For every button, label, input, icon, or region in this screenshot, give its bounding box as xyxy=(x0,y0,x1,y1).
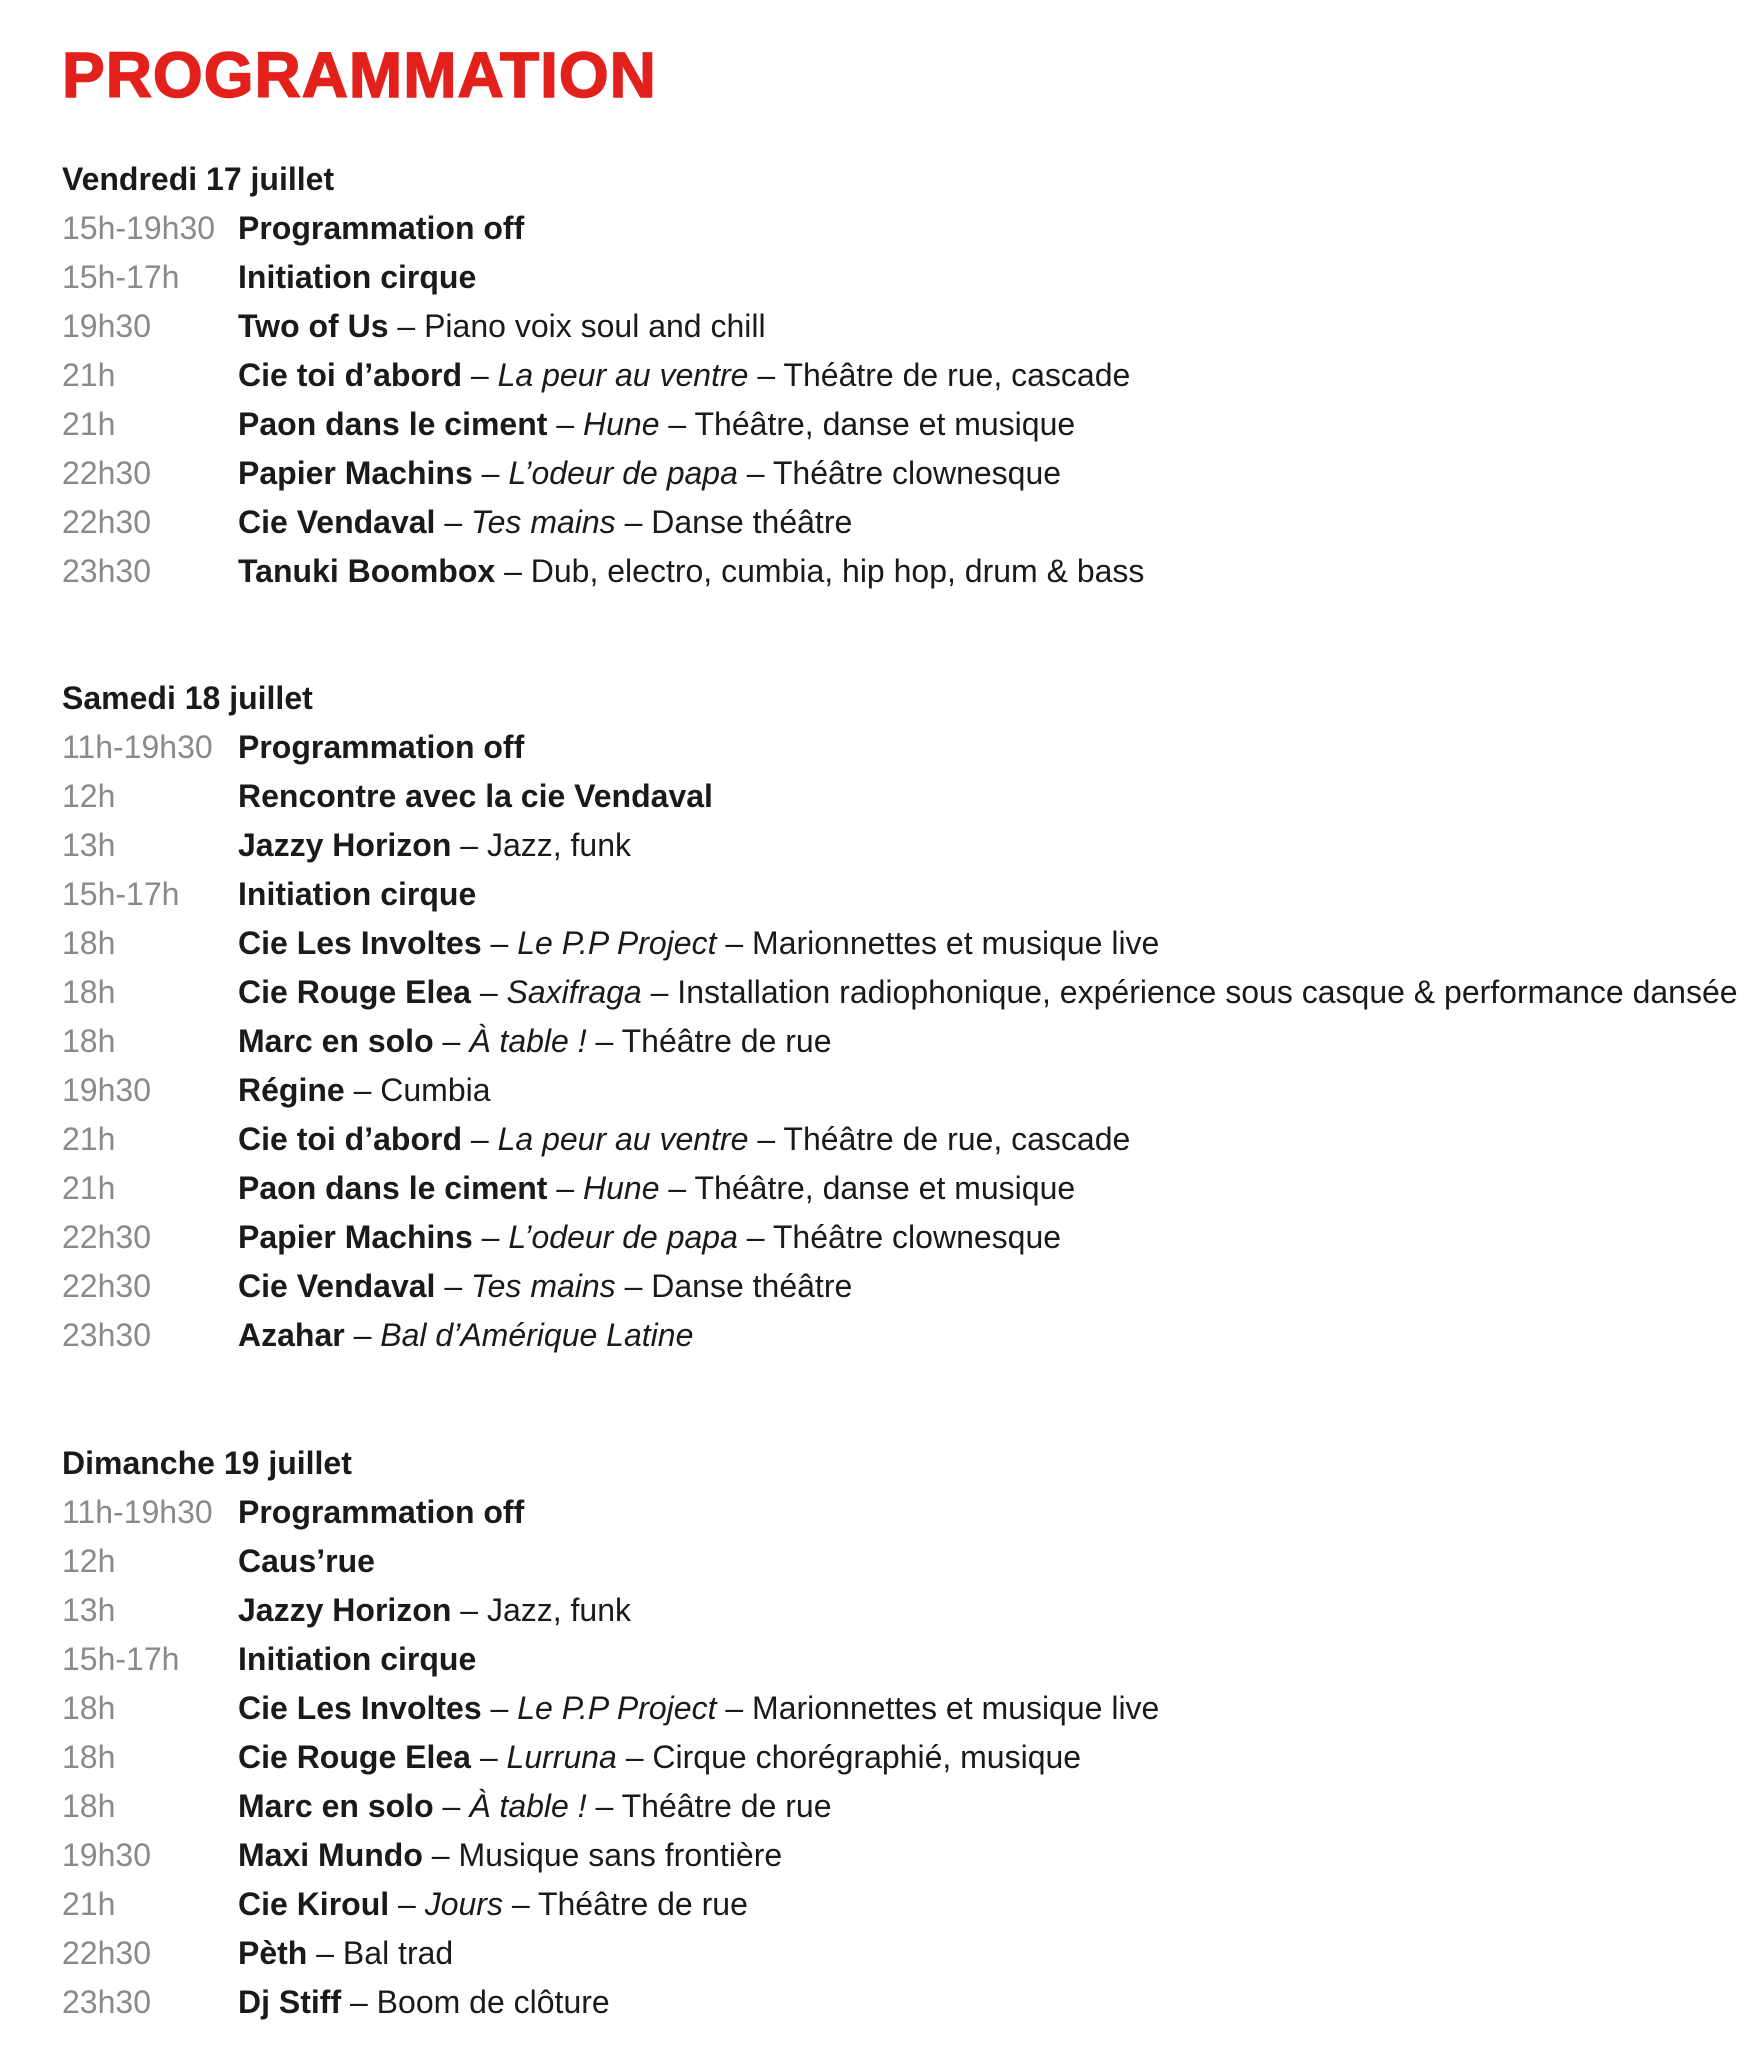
event-work-title: L’odeur de papa xyxy=(508,455,738,491)
event-entry xyxy=(238,1586,631,1635)
event-description: Théâtre de rue xyxy=(621,1788,832,1824)
dash-separator: – xyxy=(748,1121,784,1157)
event-name: Cie toi d’abord xyxy=(238,1121,462,1157)
dash-separator: – xyxy=(462,357,498,393)
event-entry xyxy=(238,1213,1061,1262)
event-name: Cie Rouge Elea xyxy=(238,974,471,1010)
event-name: Programmation off xyxy=(238,1494,525,1530)
event-description: Cirque chorégraphié, musique xyxy=(652,1739,1082,1775)
event-entry xyxy=(238,1782,832,1831)
event-work-title: Le P.P Project xyxy=(517,1690,717,1726)
event-name: Cie toi d’abord xyxy=(238,357,462,393)
event-time: 18h xyxy=(62,1788,116,1824)
dash-separator: – xyxy=(433,1023,470,1059)
event-entry xyxy=(238,1880,748,1929)
schedule-row xyxy=(62,723,1738,772)
schedule-row xyxy=(62,1684,1159,1733)
day-title: Samedi 18 juillet xyxy=(62,680,313,716)
event-work-title: Saxifraga xyxy=(506,974,642,1010)
event-description: Théâtre de rue, cascade xyxy=(783,357,1131,393)
event-entry xyxy=(238,449,1061,498)
event-description: Théâtre, danse et musique xyxy=(694,406,1076,442)
event-time: 22h30 xyxy=(62,1219,151,1255)
dash-separator: – xyxy=(748,357,784,393)
schedule-row xyxy=(62,1213,1738,1262)
event-entry xyxy=(238,723,524,772)
event-time: 18h xyxy=(62,1023,116,1059)
event-time: 22h30 xyxy=(62,455,151,491)
event-name: Tanuki Boombox xyxy=(238,553,496,589)
day-section xyxy=(62,1439,1159,2027)
event-time: 12h xyxy=(62,778,116,814)
event-name: Papier Machins xyxy=(238,1219,473,1255)
schedule-row xyxy=(62,1586,1159,1635)
schedule-row xyxy=(62,351,1144,400)
event-name: Rencontre avec la cie Vendaval xyxy=(238,778,713,814)
event-time: 18h xyxy=(62,1690,116,1726)
dash-separator: – xyxy=(615,1268,652,1304)
dash-separator: – xyxy=(659,1170,695,1206)
event-entry xyxy=(238,547,1144,596)
event-work-title: À table ! xyxy=(469,1023,587,1059)
programme-page xyxy=(62,39,1748,2020)
schedule-row xyxy=(62,1733,1159,1782)
event-name: Marc en solo xyxy=(238,1023,434,1059)
event-description: Dub, electro, cumbia, hip hop, drum & bass xyxy=(530,553,1145,589)
event-entry xyxy=(238,253,476,302)
event-entry xyxy=(238,1929,453,1978)
dash-separator: – xyxy=(737,1219,773,1255)
event-entry xyxy=(238,1017,832,1066)
event-description: Théâtre de rue, cascade xyxy=(783,1121,1131,1157)
schedule-row xyxy=(62,1635,1159,1684)
event-time: 21h xyxy=(62,406,116,442)
event-entry xyxy=(238,870,476,919)
schedule-row xyxy=(62,302,1144,351)
schedule-row xyxy=(62,1782,1159,1831)
day-title: Vendredi 17 juillet xyxy=(62,161,335,197)
event-name: Cie Les Involtes xyxy=(238,925,482,961)
schedule-row xyxy=(62,919,1738,968)
schedule-row xyxy=(62,400,1144,449)
event-time: 15h-19h30 xyxy=(62,210,216,246)
event-time: 23h30 xyxy=(62,1984,151,2020)
event-description: Installation radiophonique, expérience sous casque & performance dansée xyxy=(677,974,1738,1010)
dash-separator: – xyxy=(470,974,507,1010)
event-time: 23h30 xyxy=(62,1317,151,1353)
event-time: 18h xyxy=(62,974,116,1010)
dash-separator: – xyxy=(388,308,425,344)
event-name: Initiation cirque xyxy=(238,1641,477,1677)
event-name: Régine xyxy=(238,1072,345,1108)
event-name: Paon dans le ciment xyxy=(238,406,548,442)
event-name: Jazzy Horizon xyxy=(238,1592,452,1628)
event-entry xyxy=(238,1164,1075,1213)
event-entry xyxy=(238,1488,524,1537)
schedule-row xyxy=(62,1929,1159,1978)
dash-separator: – xyxy=(451,827,487,863)
event-time: 11h-19h30 xyxy=(62,1494,213,1530)
schedule-row xyxy=(62,449,1144,498)
event-work-title: Lurruna xyxy=(506,1739,617,1775)
schedule-row xyxy=(62,772,1738,821)
schedule-row xyxy=(62,1488,1159,1537)
schedule-row xyxy=(62,1017,1738,1066)
dash-separator: – xyxy=(586,1788,622,1824)
event-time: 19h30 xyxy=(62,308,151,344)
event-name: Jazzy Horizon xyxy=(238,827,452,863)
event-entry xyxy=(238,1115,1130,1164)
day-section xyxy=(62,674,1738,1360)
event-description: Théâtre de rue xyxy=(537,1886,748,1922)
event-work-title: Hune xyxy=(583,406,660,442)
dash-separator: – xyxy=(615,504,652,540)
schedule-row xyxy=(62,1115,1738,1164)
dash-separator: – xyxy=(716,925,753,961)
event-name: Cie Vendaval xyxy=(238,504,436,540)
event-time: 21h xyxy=(62,1170,116,1206)
event-time: 11h-19h30 xyxy=(62,729,213,765)
dash-separator: – xyxy=(502,1886,538,1922)
event-entry xyxy=(238,351,1130,400)
event-entry xyxy=(238,1537,375,1586)
schedule-row xyxy=(62,870,1738,919)
event-name: Paon dans le ciment xyxy=(238,1170,548,1206)
event-description: Théâtre clownesque xyxy=(772,1219,1062,1255)
event-description: Marionnettes et musique live xyxy=(752,925,1160,961)
event-time: 13h xyxy=(62,1592,116,1628)
dash-separator: – xyxy=(616,1739,653,1775)
event-time: 21h xyxy=(62,357,116,393)
event-name: Cie Kiroul xyxy=(238,1886,390,1922)
event-description: Danse théâtre xyxy=(651,504,853,540)
event-time: 15h-17h xyxy=(62,876,180,912)
event-work-title: Jours xyxy=(424,1886,503,1922)
event-description: Jazz, funk xyxy=(486,1592,632,1628)
event-work-title: Hune xyxy=(583,1170,660,1206)
event-description: Boom de clôture xyxy=(376,1984,610,2020)
event-entry xyxy=(238,400,1075,449)
event-time: 15h-17h xyxy=(62,259,180,295)
schedule-row xyxy=(62,547,1144,596)
event-entry xyxy=(238,1311,693,1360)
dash-separator: – xyxy=(472,455,509,491)
schedule-row xyxy=(62,1978,1159,2027)
event-time: 21h xyxy=(62,1886,116,1922)
event-time: 15h-17h xyxy=(62,1641,180,1677)
event-work-title: La peur au ventre xyxy=(497,1121,749,1157)
event-time: 22h30 xyxy=(62,504,151,540)
dash-separator: – xyxy=(344,1072,381,1108)
dash-separator: – xyxy=(344,1317,381,1353)
event-name: Pèth xyxy=(238,1935,308,1971)
event-description: Piano voix soul and chill xyxy=(424,308,766,344)
event-time: 19h30 xyxy=(62,1837,151,1873)
schedule-row xyxy=(62,253,1144,302)
event-description: Bal trad xyxy=(342,1935,454,1971)
event-description: Danse théâtre xyxy=(651,1268,853,1304)
event-entry xyxy=(238,968,1738,1017)
event-name: Cie Les Involtes xyxy=(238,1690,482,1726)
event-name: Initiation cirque xyxy=(238,876,477,912)
dash-separator: – xyxy=(341,1984,377,2020)
event-time: 23h30 xyxy=(62,553,151,589)
event-time: 13h xyxy=(62,827,116,863)
schedule-row xyxy=(62,1311,1738,1360)
event-description: Cumbia xyxy=(380,1072,491,1108)
event-name: Cie Vendaval xyxy=(238,1268,436,1304)
event-entry xyxy=(238,1978,610,2027)
page-title: PROGRAMMATION xyxy=(62,39,657,111)
dash-separator: – xyxy=(737,455,773,491)
schedule-row xyxy=(62,498,1144,547)
event-name: Cie Rouge Elea xyxy=(238,1739,471,1775)
dash-separator: – xyxy=(470,1739,507,1775)
dash-separator: – xyxy=(472,1219,509,1255)
event-entry xyxy=(238,1733,1081,1782)
event-entry xyxy=(238,498,852,547)
event-work-title: Le P.P Project xyxy=(517,925,717,961)
event-name: Papier Machins xyxy=(238,455,473,491)
event-description: Théâtre, danse et musique xyxy=(694,1170,1076,1206)
dash-separator: – xyxy=(586,1023,622,1059)
event-entry xyxy=(238,772,713,821)
event-time: 19h30 xyxy=(62,1072,151,1108)
event-entry xyxy=(238,1066,491,1115)
schedule-row xyxy=(62,204,1144,253)
event-description: Théâtre de rue xyxy=(621,1023,832,1059)
event-description: Musique sans frontière xyxy=(458,1837,783,1873)
dash-separator: – xyxy=(451,1592,487,1628)
event-name: Dj Stiff xyxy=(238,1984,342,2020)
schedule-row xyxy=(62,1537,1159,1586)
schedule-row xyxy=(62,1164,1738,1213)
event-work-title: L’odeur de papa xyxy=(508,1219,738,1255)
dash-separator: – xyxy=(716,1690,753,1726)
event-name: Programmation off xyxy=(238,729,525,765)
dash-separator: – xyxy=(307,1935,343,1971)
schedule-row xyxy=(62,968,1738,1017)
event-name: Marc en solo xyxy=(238,1788,434,1824)
event-name: Initiation cirque xyxy=(238,259,477,295)
event-time: 18h xyxy=(62,925,116,961)
event-entry xyxy=(238,302,766,351)
dash-separator: – xyxy=(389,1886,425,1922)
dash-separator: – xyxy=(481,1690,518,1726)
event-name: Programmation off xyxy=(238,210,525,246)
schedule-row xyxy=(62,1262,1738,1311)
event-entry xyxy=(238,821,631,870)
event-description: Marionnettes et musique live xyxy=(752,1690,1160,1726)
dash-separator: – xyxy=(422,1837,459,1873)
dash-separator: – xyxy=(495,553,531,589)
event-work-title: La peur au ventre xyxy=(497,357,749,393)
dash-separator: – xyxy=(462,1121,498,1157)
event-description: Théâtre clownesque xyxy=(772,455,1062,491)
schedule-row xyxy=(62,1831,1159,1880)
dash-separator: – xyxy=(641,974,678,1010)
dash-separator: – xyxy=(547,1170,583,1206)
event-entry xyxy=(238,1635,476,1684)
dash-separator: – xyxy=(435,1268,472,1304)
event-name: Maxi Mundo xyxy=(238,1837,423,1873)
dash-separator: – xyxy=(433,1788,470,1824)
schedule-row xyxy=(62,1880,1159,1929)
event-entry xyxy=(238,1684,1159,1733)
event-time: 12h xyxy=(62,1543,116,1579)
event-description: Jazz, funk xyxy=(486,827,632,863)
event-work-title: Tes mains xyxy=(471,504,616,540)
event-work-title: Bal d’Amérique Latine xyxy=(380,1317,694,1353)
day-title: Dimanche 19 juillet xyxy=(62,1445,352,1481)
day-section xyxy=(62,155,1144,596)
event-time: 22h30 xyxy=(62,1935,151,1971)
event-entry xyxy=(238,204,524,253)
dash-separator: – xyxy=(659,406,695,442)
dash-separator: – xyxy=(547,406,583,442)
event-entry xyxy=(238,1262,852,1311)
event-entry xyxy=(238,1831,782,1880)
schedule-row xyxy=(62,1066,1738,1115)
event-name: Azahar xyxy=(238,1317,345,1353)
event-work-title: Tes mains xyxy=(471,1268,616,1304)
event-time: 22h30 xyxy=(62,1268,151,1304)
dash-separator: – xyxy=(481,925,518,961)
event-time: 21h xyxy=(62,1121,116,1157)
dash-separator: – xyxy=(435,504,472,540)
event-work-title: À table ! xyxy=(469,1788,587,1824)
event-name: Caus’rue xyxy=(238,1543,375,1579)
event-time: 18h xyxy=(62,1739,116,1775)
schedule-row xyxy=(62,821,1738,870)
event-entry xyxy=(238,919,1159,968)
event-name: Two of Us xyxy=(238,308,389,344)
